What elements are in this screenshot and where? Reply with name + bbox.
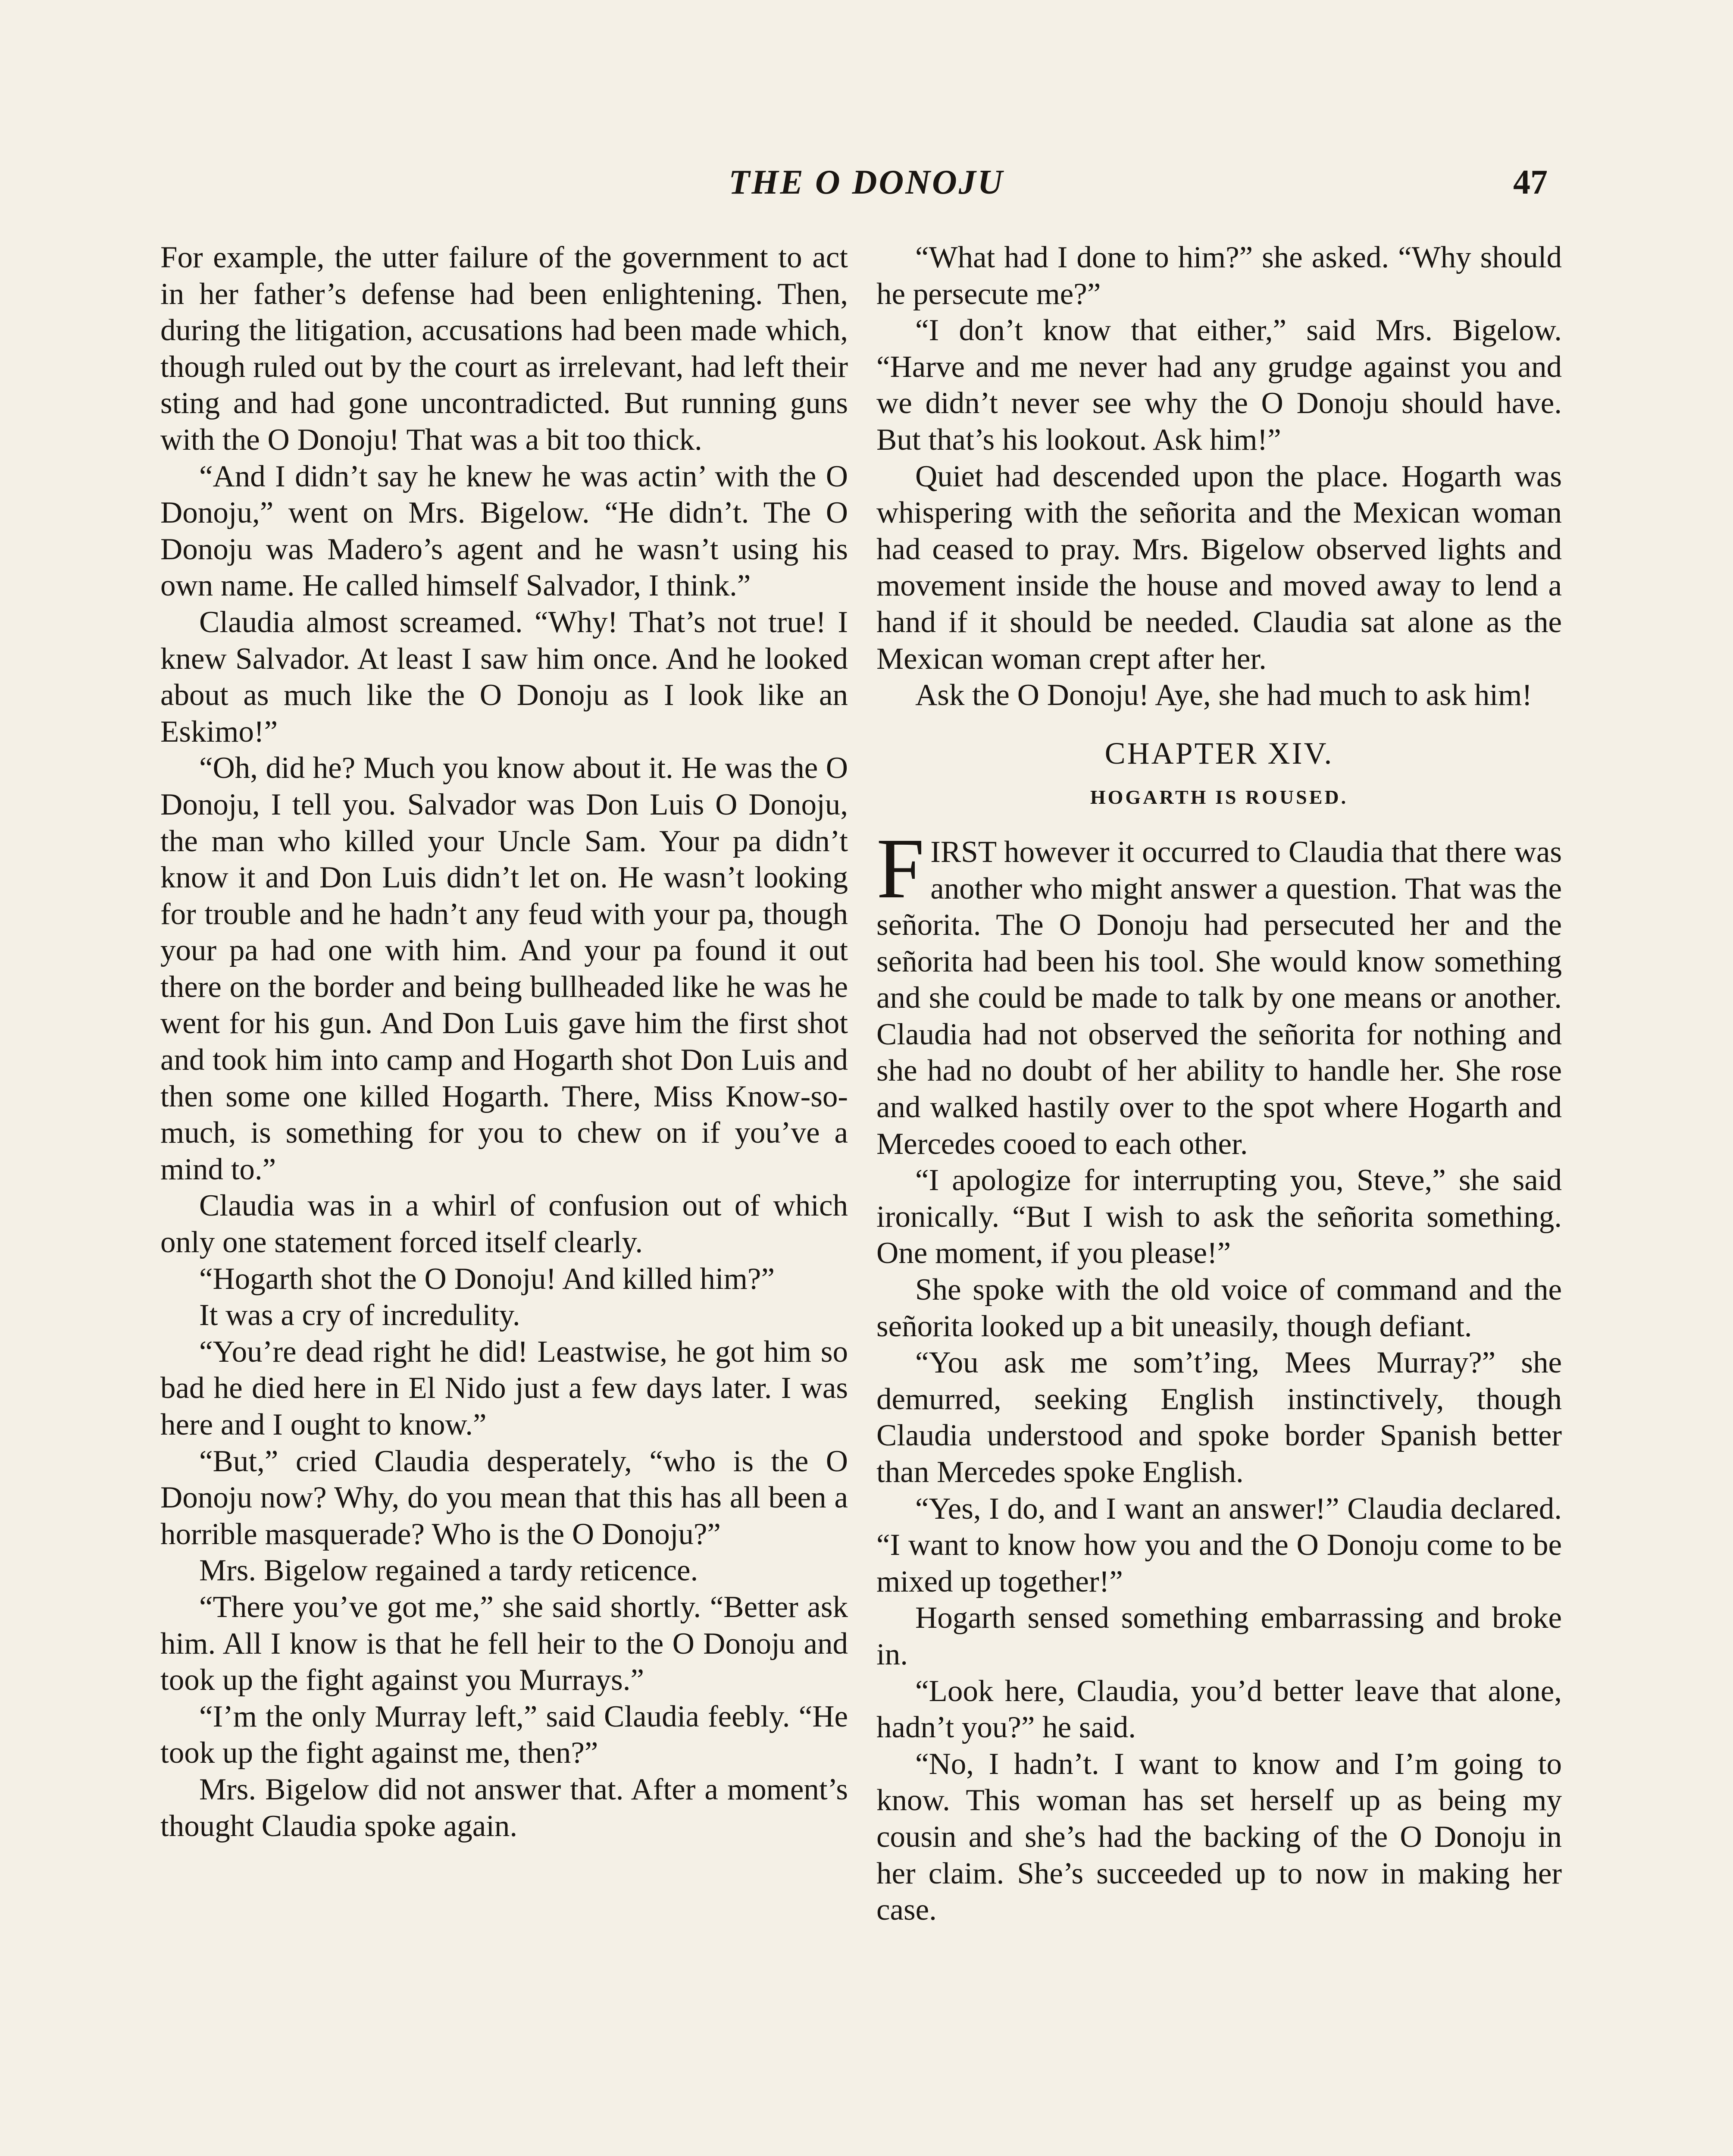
paragraph: Quiet had descended upon the place. Hogarth was whispering with the señorita and the Mexican woman had ceased to pray. Mrs. Bigelow observed lights and movement inside the house and moved away to lend a hand if it should be needed. Claudia sat alone as the Mexican woman crept after her.	[876, 459, 1562, 676]
paragraph: Mrs. Bigelow did not answer that. After a moment’s thought Claudia spoke again.	[160, 1772, 848, 1843]
paragraph: Mrs. Bigelow regained a tardy reticence.	[199, 1554, 698, 1588]
page-header	[0, 163, 1733, 219]
paragraph: “Look here, Claudia, you’d better leave that alone, hadn’t you?” he said.	[876, 1674, 1562, 1745]
opening-text: IRST however it occurred to Claudia that there was another who might answer a question. That was the señorita. The O Donoju had persecuted her and the señorita had been his tool. She would know something and she could be made to talk by one means or another. Claudia had not observed the señorita for nothing and she had no doubt of her ability to handle her. She rose and walked hastily over to the spot where Hogarth and Mercedes cooed to each other.	[876, 835, 1562, 1161]
paragraph: “Hogarth shot the O Donoju! And killed him?”	[199, 1262, 775, 1296]
page-number: 47	[1513, 163, 1548, 201]
paragraph: “And I didn’t say he knew he was actin’ with the O Donoju,” went on Mrs. Bigelow. “He didn’t. The O Donoju was Madero’s agent and he wasn’t using his own name. He called himself Salvador, I think.”	[160, 459, 848, 603]
paragraph: “Yes, I do, and I want an answer!” Claudia declared. “I want to know how you and the O Donoju come to be mixed up together!”	[876, 1492, 1562, 1598]
chapter-subtitle: HOGARTH IS ROUSED.	[1090, 786, 1348, 808]
paragraph: “No, I hadn’t. I want to know and I’m going to know. This woman has set herself up as being my cousin and she’s had the backing of the O Donoju in her claim. She’s succeeded up to now in making her case.	[876, 1747, 1562, 1927]
paragraph: “There you’ve got me,” she said shortly. “Better ask him. All I know is that he fell heir to the O Donoju and took up the fight against you Murrays.”	[160, 1590, 848, 1697]
paragraph: “Oh, did he? Much you know about it. He was the O Donoju, I tell you. Salvador was Don Luis O Donoju, the man who killed your Uncle Sam. Your pa didn’t know it and Don Luis didn’t let on. He wasn’t looking for trouble and he hadn’t any feud with your pa, though your pa had one with him. And your pa found it out there on the border and being bullheaded like he was he went for his gun. And Don Luis gave him the first shot and took him into camp and Hogarth shot Don Luis and then some one killed Hogarth. There, Miss Know-so-much, is something for you to chew on if you’ve a mind to.”	[160, 751, 848, 1186]
paragraph: Ask the O Donoju! Aye, she had much to ask him!	[915, 678, 1533, 712]
paragraph: “I’m the only Murray left,” said Claudia feebly. “He took up the fight against me, then?”	[160, 1699, 848, 1770]
paragraph: “But,” cried Claudia desperately, “who is the O Donoju now? Why, do you mean that this has all been a horrible masquerade? Who is the O Donoju?”	[160, 1444, 848, 1551]
left-column	[160, 239, 848, 1844]
right-column	[876, 239, 1562, 1928]
paragraph: It was a cry of incredulity.	[199, 1298, 520, 1332]
paragraph: “What had I done to him?” she asked. “Why should he persecute me?”	[876, 241, 1562, 311]
drop-cap: F	[876, 821, 925, 916]
running-title: THE O DONOJU	[729, 163, 1004, 201]
paragraph: “I don’t know that either,” said Mrs. Bigelow. “Harve and me never had any grudge against you and we didn’t never see why the O Donoju should have. But that’s his lookout. Ask him!”	[876, 313, 1562, 457]
paragraph: For example, the utter failure of the government to act in her father’s defense had been enlightening. Then, during the litigation, accusations had been made which, though ruled out by the court as irrelevant, had left their sting and had gone uncontradicted. But running guns with the O Donoju! That was a bit too thick.	[160, 241, 848, 457]
paragraph: “You’re dead right he did! Leastwise, he got him so bad he died here in El Nido just a few days later. I was here and I ought to know.”	[160, 1335, 848, 1442]
paragraph: Claudia almost screamed. “Why! That’s not true! I knew Salvador. At least I saw him once. And he looked about as much like the O Donoju as I look like an Eskimo!”	[160, 605, 848, 749]
chapter-opening-paragraph	[876, 821, 1562, 1162]
chapter-title: CHAPTER XIV.	[1104, 736, 1334, 771]
paragraph: “I apologize for interrupting you, Steve,” she said ironically. “But I wish to ask the señorita something. One moment, if you please!”	[876, 1163, 1562, 1270]
paragraph: “You ask me som’t’ing, Mees Murray?” she demurred, seeking English instinctively, though Claudia understood and spoke border Spanish better than Mercedes spoke English.	[876, 1346, 1562, 1489]
paragraph: She spoke with the old voice of command and the señorita looked up a bit uneasily, though defiant.	[876, 1273, 1562, 1343]
paragraph: Claudia was in a whirl of confusion out of which only one statement forced itself clearly.	[160, 1189, 848, 1260]
paragraph: Hogarth sensed something embarrassing and broke in.	[876, 1601, 1562, 1671]
